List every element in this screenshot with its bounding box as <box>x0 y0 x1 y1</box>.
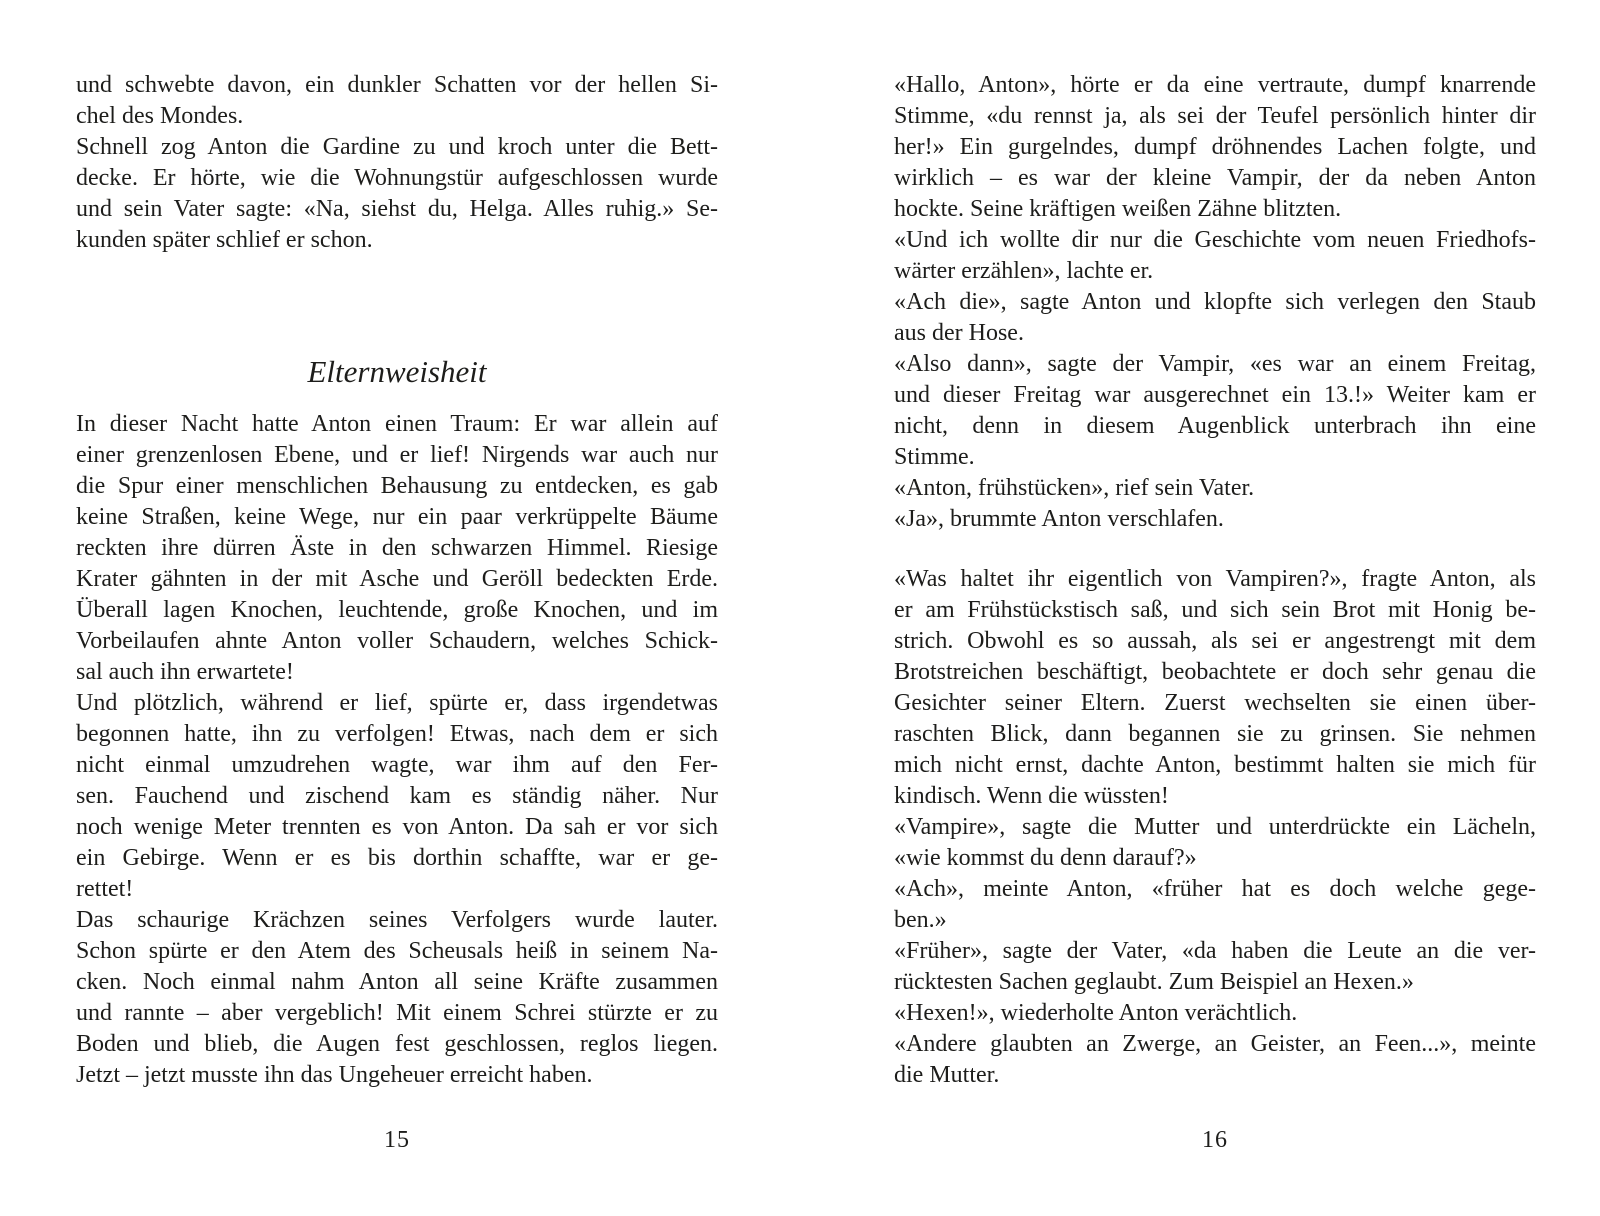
text-line: wirklich – es war der kleine Vampir, der da neben Anton <box>894 165 1536 191</box>
text-line: sal auch ihn erwartete! <box>76 659 294 685</box>
text-line: sen. Fauchend und zischend kam es ständig näher. Nur <box>76 783 718 809</box>
text-line: rücktesten Sachen geglaubt. Zum Beispiel an Hexen.» <box>894 969 1414 995</box>
text-line: Schon spürte er den Atem des Scheusals heiß in seinem Na- <box>76 938 718 964</box>
text-line: Und plötzlich, während er lief, spürte er, dass irgendetwas <box>76 690 718 716</box>
text-line: «Ach», meinte Anton, «früher hat es doch welche gege- <box>894 876 1536 902</box>
text-line: ben.» <box>894 907 947 933</box>
text-line: kindisch. Wenn die wüssten! <box>894 783 1169 809</box>
text-line: «Ach die», sagte Anton und klopfte sich verlegen den Staub <box>894 289 1536 315</box>
text-line: Brotstreichen beschäftigt, beobachtete er doch sehr genau die <box>894 659 1536 685</box>
text-line: «Also dann», sagte der Vampir, «es war an einem Freitag, <box>894 351 1536 377</box>
text-line: «Hallo, Anton», hörte er da eine vertraute, dumpf knarrende <box>894 72 1536 98</box>
text-line: «Ja», brummte Anton verschlafen. <box>894 506 1224 532</box>
text-line: Stimme. <box>894 444 975 470</box>
text-line: Vorbeilaufen ahnte Anton voller Schaudern, welches Schick- <box>76 628 718 654</box>
text-line: «Früher», sagte der Vater, «da haben die Leute an die ver- <box>894 938 1536 964</box>
text-line: und sein Vater sagte: «Na, siehst du, Helga. Alles ruhig.» Se- <box>76 196 718 222</box>
text-line: her!» Ein gurgelndes, dumpf dröhnendes Lachen folgte, und <box>894 134 1536 160</box>
text-line: Jetzt – jetzt musste ihn das Ungeheuer erreicht haben. <box>76 1062 593 1088</box>
text-line: «Was haltet ihr eigentlich von Vampiren?», fragte Anton, als <box>894 566 1536 592</box>
text-line: Das schaurige Krächzen seines Verfolgers wurde lauter. <box>76 907 718 933</box>
text-line: begonnen hatte, ihn zu verfolgen! Etwas, nach dem er sich <box>76 721 718 747</box>
text-line: «wie kommst du denn darauf?» <box>894 845 1197 871</box>
left-page <box>76 0 718 1216</box>
chapter-title: Elternweisheit <box>307 354 487 389</box>
text-line: kunden später schlief er schon. <box>76 227 373 253</box>
text-line: Überall lagen Knochen, leuchtende, große Knochen, und im <box>76 597 718 623</box>
text-line: keine Straßen, keine Wege, nur ein paar verkrüppelte Bäume <box>76 504 718 530</box>
text-line: die Spur einer menschlichen Behausung zu entdecken, es gab <box>76 473 718 499</box>
text-line: «Und ich wollte dir nur die Geschichte vom neuen Friedhofs- <box>894 227 1536 253</box>
text-line: ein Gebirge. Wenn er es bis dorthin schaffte, war er ge- <box>76 845 718 871</box>
text-line: decke. Er hörte, wie die Wohnungstür aufgeschlossen wurde <box>76 165 718 191</box>
text-line: nicht einmal umzudrehen wagte, war ihm auf den Fer- <box>76 752 718 778</box>
text-line: mich nicht ernst, dachte Anton, bestimmt halten sie mich für <box>894 752 1536 778</box>
text-line: noch wenige Meter trennten es von Anton. Da sah er vor sich <box>76 814 718 840</box>
text-line: und rannte – aber vergeblich! Mit einem Schrei stürzte er zu <box>76 1000 718 1026</box>
text-line: Gesichter seiner Eltern. Zuerst wechselten sie einen über- <box>894 690 1536 716</box>
text-line: die Mutter. <box>894 1062 1000 1088</box>
text-line: hockte. Seine kräftigen weißen Zähne blitzten. <box>894 196 1342 222</box>
text-line: Krater gähnten in der mit Asche und Geröll bedeckten Erde. <box>76 566 718 592</box>
text-line: wärter erzählen», lachte er. <box>894 258 1154 284</box>
text-line: reckten ihre dürren Äste in den schwarzen Himmel. Riesige <box>76 535 718 561</box>
page-number: 15 <box>384 1127 410 1153</box>
text-line: Stimme, «du rennst ja, als sei der Teufel persönlich hinter dir <box>894 103 1536 129</box>
text-line: Schnell zog Anton die Gardine zu und kroch unter die Bett- <box>76 134 718 160</box>
text-line: er am Frühstückstisch saß, und sich sein Brot mit Honig be- <box>894 597 1536 623</box>
text-line: «Vampire», sagte die Mutter und unterdrückte ein Lächeln, <box>894 814 1536 840</box>
text-line: «Anton, frühstücken», rief sein Vater. <box>894 475 1255 501</box>
text-line: Boden und blieb, die Augen fest geschlossen, reglos liegen. <box>76 1031 718 1057</box>
text-line: raschten Blick, dann begannen sie zu grinsen. Sie nehmen <box>894 721 1536 747</box>
text-line: rettet! <box>76 876 134 902</box>
text-line: und schwebte davon, ein dunkler Schatten vor der hellen Si- <box>76 72 718 98</box>
text-line: strich. Obwohl es so aussah, als sei er angestrengt mit dem <box>894 628 1536 654</box>
text-line: und dieser Freitag war ausgerechnet ein 13.!» Weiter kam er <box>894 382 1536 408</box>
text-line: «Hexen!», wiederholte Anton verächtlich. <box>894 1000 1298 1026</box>
text-line: «Andere glaubten an Zwerge, an Geister, an Feen...», meinte <box>894 1031 1536 1057</box>
text-line: nicht, denn in diesem Augenblick unterbrach ihn eine <box>894 413 1536 439</box>
text-line: cken. Noch einmal nahm Anton all seine Kräfte zusammen <box>76 969 718 995</box>
page-number: 16 <box>1202 1127 1228 1153</box>
text-line: einer grenzenlosen Ebene, und er lief! Nirgends war auch nur <box>76 442 718 468</box>
right-page <box>894 0 1536 1216</box>
text-line: chel des Mondes. <box>76 103 244 129</box>
text-line: aus der Hose. <box>894 320 1024 346</box>
text-line: In dieser Nacht hatte Anton einen Traum: Er war allein auf <box>76 411 718 437</box>
